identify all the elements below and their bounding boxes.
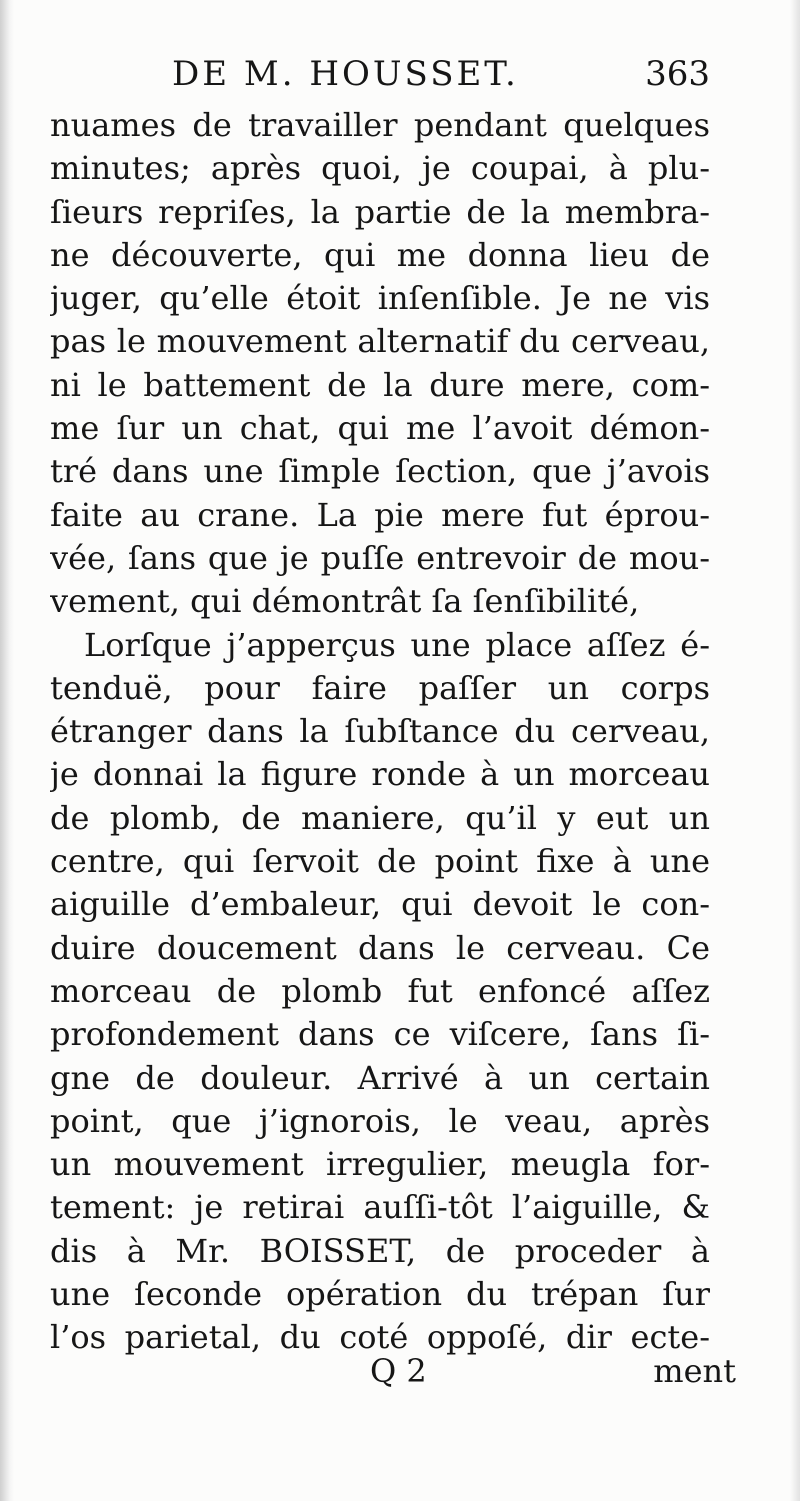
text-line: étranger dans la ſubſtance du cerveau, (50, 712, 710, 751)
text-line: profondement dans ce viſcere, ſans ſi- (50, 1015, 710, 1054)
catchword: ment (653, 1352, 736, 1390)
text-line: centre, qui ſervoit de point fixe à une (50, 842, 710, 881)
paragraph-first-line: Lorſque j’apperçus une place aſſez é- (84, 625, 710, 664)
text-line: ſieurs repriſes, la partie de la membra- (50, 192, 710, 231)
text-line: un mouvement irregulier, meugla for- (50, 1145, 710, 1184)
text-line: nuames de travailler pendant quelques (50, 106, 710, 144)
text-line: l’os parietal, du coté oppoſé, dir ecte- (50, 1318, 710, 1357)
text-line: me ſur un chat, qui me l’avoit démon- (50, 409, 710, 448)
text-line: faite au crane. La pie mere fut éprou- (50, 495, 710, 534)
text-line: minutes; après quoi, je coupai, à plu- (50, 149, 710, 188)
page-header (50, 48, 710, 98)
text-line: morceau de plomb fut enfoncé aſſez (50, 971, 710, 1010)
text-line: duire doucement dans le cerveau. Ce (50, 928, 710, 967)
text-line: vée, ſans que je puſſe entrevoir de mou- (50, 538, 710, 577)
text-line: ne découverte, qui me donna lieu de (50, 235, 710, 274)
text-line: pas le mouvement alternatif du cerveau, (50, 322, 710, 361)
text-line: tré dans une ſimple ſection, que j’avois (50, 452, 710, 491)
page-edge-shadow (790, 0, 800, 1501)
text-line: de plomb, de maniere, qu’il y eut un (50, 798, 710, 837)
text-line: une ſeconde opération du trépan ſur (50, 1275, 710, 1314)
signature-mark: Q 2 (370, 1352, 427, 1390)
text-line: juger, qu’elle étoit inſenſible. Je ne vis (50, 279, 710, 318)
text-line: tement: je retirai auſſi-tôt l’aiguille, & (50, 1188, 710, 1227)
paragraph-last-line: vement, qui démontrât ſa ſenſibilité, (50, 582, 640, 621)
page-gutter-shadow (0, 0, 14, 1501)
text-line: ni le battement de la dure mere, com- (50, 365, 710, 404)
body-text (50, 104, 710, 1360)
text-line: tenduë, pour faire paſſer un corps (50, 668, 710, 707)
page-number: 363 (645, 54, 710, 94)
running-head: DE M. HOUSSET. (172, 54, 519, 94)
text-line: je donnai la figure ronde à un morceau (50, 755, 710, 794)
text-line: dis à Mr. BOISSET, de proceder à (50, 1231, 710, 1270)
text-line: gne de douleur. Arrivé à un certain (50, 1058, 710, 1097)
page-footer (50, 1348, 740, 1394)
text-line: aiguille d’embaleur, qui devoit le con- (50, 885, 710, 924)
text-line: point, que j’ignorois, le veau, après (50, 1101, 710, 1140)
